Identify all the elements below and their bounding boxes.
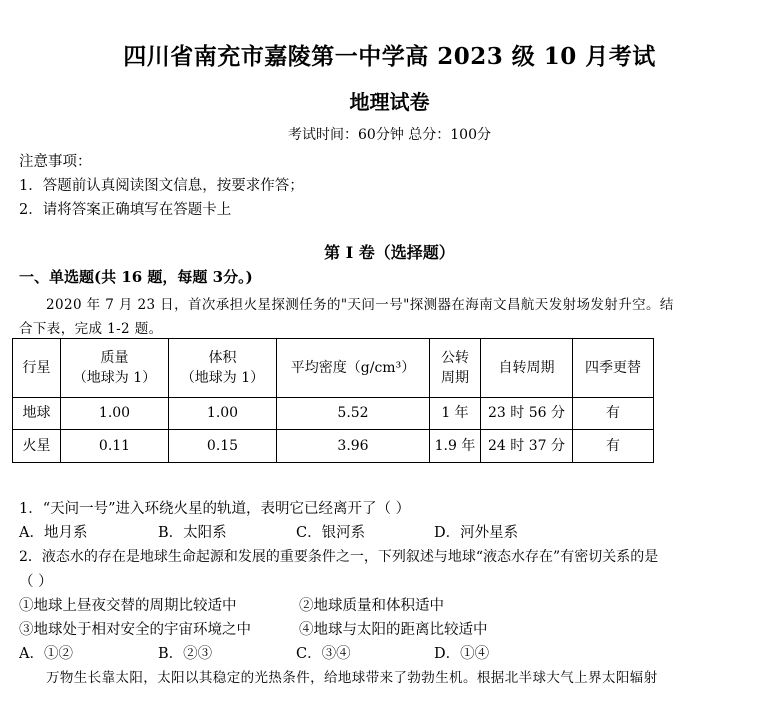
notes-item-1: 1．答题前认真阅读图文信息，按要求作答； [19, 178, 304, 194]
table-cell: 3.96 [277, 430, 430, 463]
table-row [13, 398, 654, 430]
table-cell: 有 [573, 398, 654, 430]
exam-info: 考试时间：60分钟 总分：100分 [288, 127, 491, 143]
q2-statement-3: ③地球处于相对安全的宇宙环境之中 [19, 622, 251, 638]
table-cell: 1.00 [169, 398, 277, 430]
table-row [13, 430, 654, 463]
q2-statement-2: ②地球质量和体积适中 [299, 598, 444, 614]
passage2-line1: 万物生长靠太阳，太阳以其稳定的光热条件，给地球带来了勃勃生机。根据北半球大气上界太阳辐射 [46, 670, 658, 686]
table-cell: 1.9 年 [430, 430, 481, 463]
q2-option-b: B．②③ [158, 646, 213, 662]
q1-option-a: A．地月系 [19, 525, 88, 541]
table-cell: 23 时 56 分 [481, 398, 573, 430]
q2-stem-line2: （ ） [19, 574, 53, 590]
table-header-cell: 公转 周期 [430, 339, 481, 398]
table-cell: 0.15 [169, 430, 277, 463]
passage1-line1: 2020 年 7 月 23 日，首次承担火星探测任务的"天问一号"探测器在海南文昌航天发射场发射升空。结 [46, 297, 674, 313]
exam-school-title: 四川省南充市嘉陵第一中学高 2023 级 10 月考试 [123, 43, 656, 70]
q2-option-d: D．①④ [434, 646, 490, 662]
table-cell: 有 [573, 430, 654, 463]
table-cell: 地球 [13, 398, 61, 430]
table-cell: 0.11 [61, 430, 169, 463]
exam-subject-title: 地理试卷 [349, 90, 430, 114]
q1-option-b: B．太阳系 [158, 525, 227, 541]
table-cell: 5.52 [277, 398, 430, 430]
table-cell: 24 时 37 分 [481, 430, 573, 463]
table-cell: 火星 [13, 430, 61, 463]
q2-statement-4: ④地球与太阳的距离比较适中 [299, 622, 488, 638]
q2-option-c: C．③④ [296, 646, 351, 662]
q2-statement-1: ①地球上昼夜交替的周期比较适中 [19, 598, 237, 614]
q1-option-d: D．河外星系 [434, 525, 519, 541]
section-title: 第 I 卷（选择题） [324, 243, 455, 262]
planet-comparison-table [12, 338, 654, 463]
q1-stem: 1．“天问一号”进入环绕火星的轨道，表明它已经离开了（ ） [19, 501, 411, 517]
table-cell: 1.00 [61, 398, 169, 430]
q1-option-c: C．银河系 [296, 525, 366, 541]
part-heading: 一、单选题(共 16 题，每题 3分。) [19, 268, 253, 286]
table-header-cell: 平均密度（g/cm³） [277, 339, 430, 398]
table-cell: 1 年 [430, 398, 481, 430]
table-header-cell: 质量 （地球为 1） [61, 339, 169, 398]
table-header-cell: 四季更替 [573, 339, 654, 398]
notes-item-2: 2．请将答案正确填写在答题卡上 [19, 202, 232, 218]
q2-stem-line1: 2．液态水的存在是地球生命起源和发展的重要条件之一，下列叙述与地球“液态水存在”有密切关系的是 [19, 549, 659, 565]
notes-heading: 注意事项： [19, 154, 92, 170]
q2-option-a: A．①② [19, 646, 73, 662]
table-header-cell: 行星 [13, 339, 61, 398]
passage1-line2: 合下表，完成 1-2 题。 [19, 321, 163, 337]
table-header-cell: 体积 （地球为 1） [169, 339, 277, 398]
table-header-cell: 自转周期 [481, 339, 573, 398]
table-header-row [13, 339, 654, 398]
